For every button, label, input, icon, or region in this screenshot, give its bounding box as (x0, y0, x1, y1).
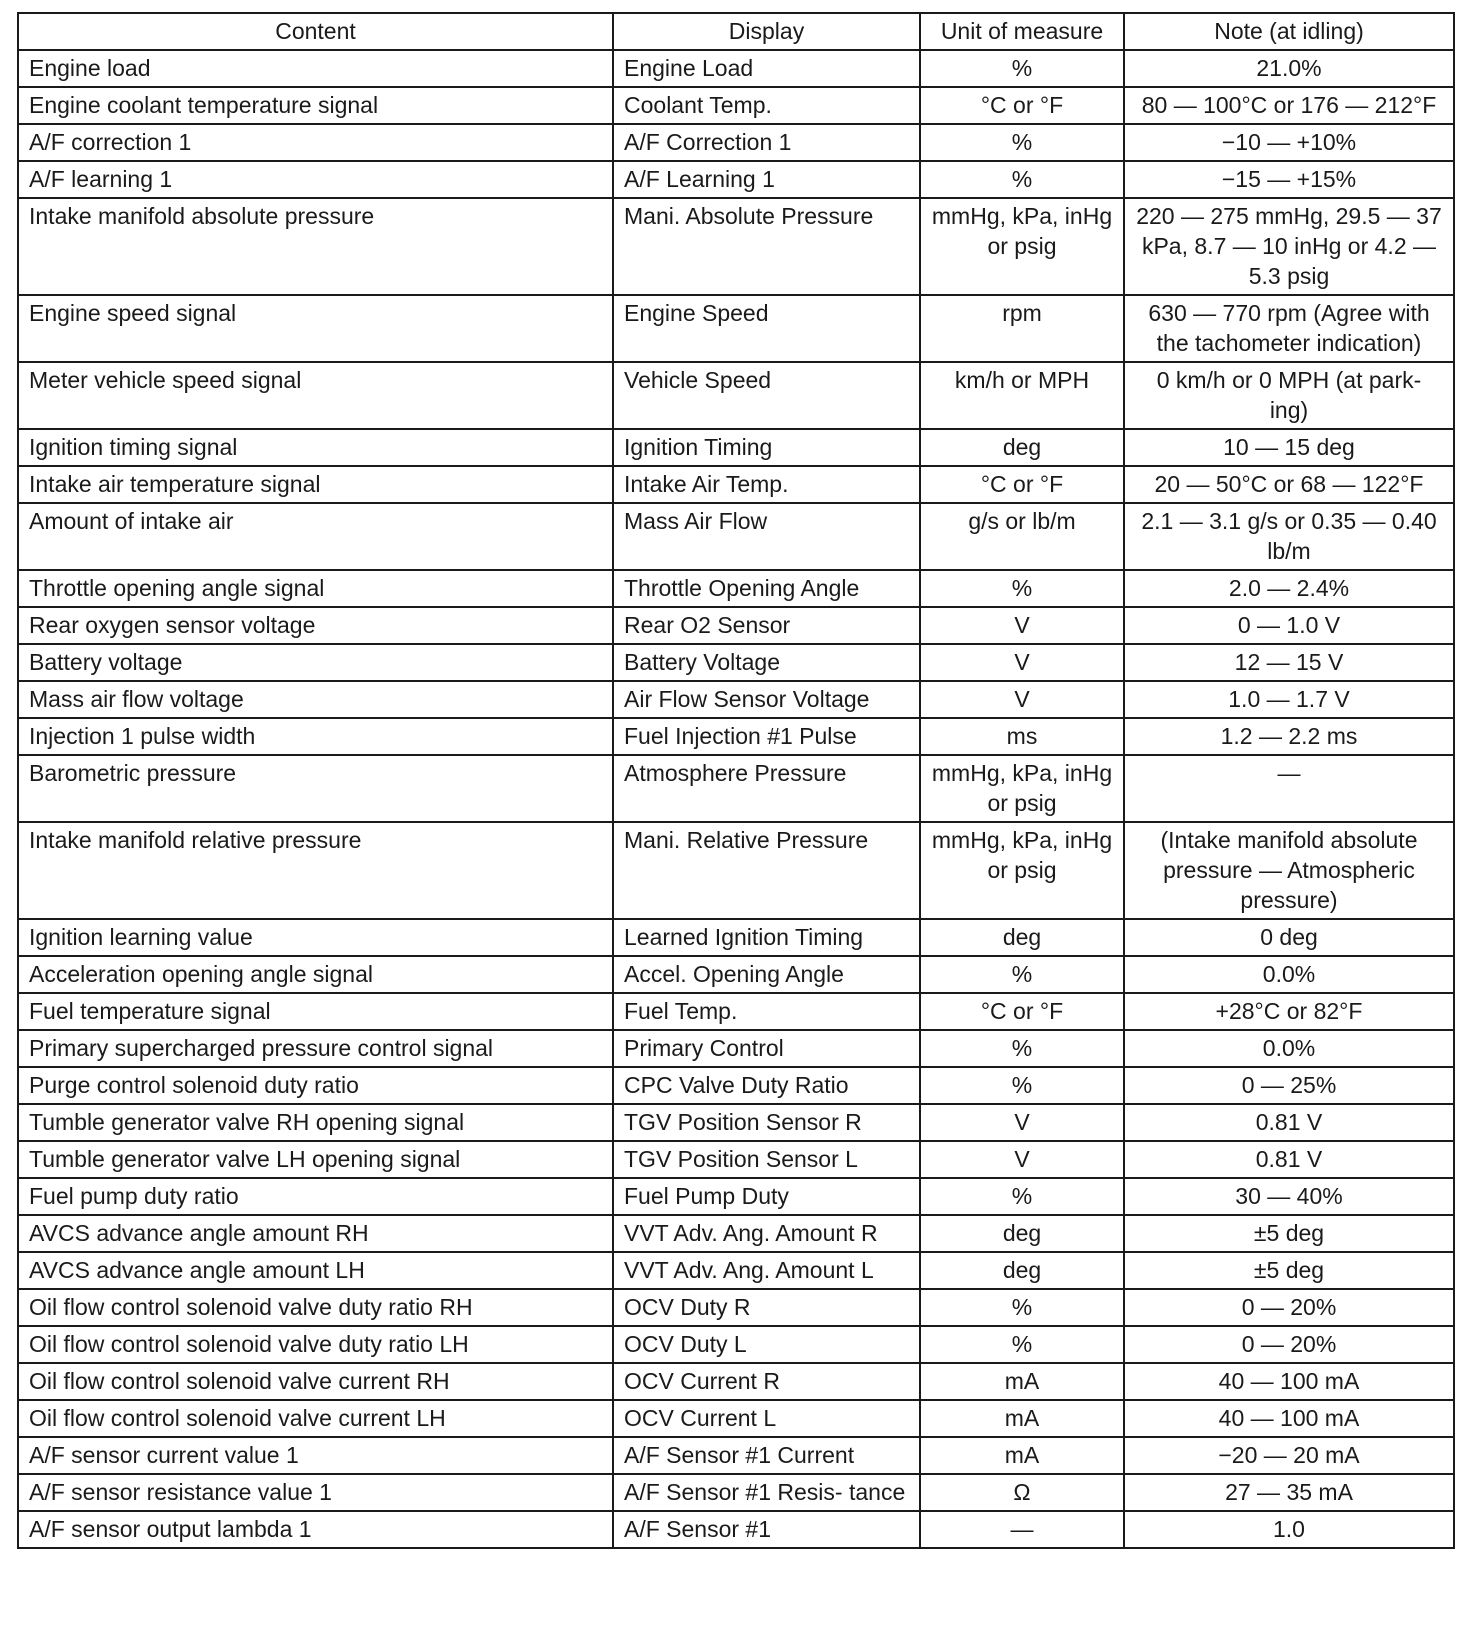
cell-unit: % (920, 1067, 1124, 1104)
cell-display: Vehicle Speed (613, 362, 920, 429)
table-row (18, 570, 1454, 607)
cell-display: Engine Load (613, 50, 920, 87)
cell-display: Intake Air Temp. (613, 466, 920, 503)
cell-unit: % (920, 956, 1124, 993)
cell-display: A/F Sensor #1 (613, 1511, 920, 1548)
cell-display: TGV Position Sensor L (613, 1141, 920, 1178)
cell-unit: % (920, 1289, 1124, 1326)
table-row (18, 644, 1454, 681)
table-row (18, 1178, 1454, 1215)
cell-content: A/F sensor current value 1 (18, 1437, 613, 1474)
cell-unit: deg (920, 429, 1124, 466)
cell-unit: deg (920, 1252, 1124, 1289)
cell-display: Accel. Opening Angle (613, 956, 920, 993)
cell-note: 630 — 770 rpm (Agree with the tachometer indication) (1124, 295, 1454, 362)
cell-unit: mA (920, 1437, 1124, 1474)
cell-unit: ms (920, 718, 1124, 755)
cell-note: 0 — 20% (1124, 1289, 1454, 1326)
cell-display: Engine Speed (613, 295, 920, 362)
cell-note: 30 — 40% (1124, 1178, 1454, 1215)
cell-unit: °C or °F (920, 87, 1124, 124)
table-header-row (18, 13, 1454, 50)
cell-content: Engine coolant temperature signal (18, 87, 613, 124)
cell-unit: °C or °F (920, 466, 1124, 503)
cell-note: −10 — +10% (1124, 124, 1454, 161)
cell-unit: rpm (920, 295, 1124, 362)
cell-note: 40 — 100 mA (1124, 1400, 1454, 1437)
table-row (18, 87, 1454, 124)
table-row (18, 1141, 1454, 1178)
cell-unit: % (920, 161, 1124, 198)
cell-unit: mA (920, 1363, 1124, 1400)
cell-content: A/F learning 1 (18, 161, 613, 198)
table-row (18, 503, 1454, 570)
cell-unit: V (920, 644, 1124, 681)
cell-content: Barometric pressure (18, 755, 613, 822)
cell-display: Ignition Timing (613, 429, 920, 466)
cell-unit: % (920, 1030, 1124, 1067)
cell-note: (Intake manifold absolute pressure — Atmospheric pressure) (1124, 822, 1454, 919)
cell-content: Oil flow control solenoid valve duty ratio RH (18, 1289, 613, 1326)
cell-content: AVCS advance angle amount LH (18, 1252, 613, 1289)
table-row (18, 1067, 1454, 1104)
cell-unit: mmHg, kPa, inHg or psig (920, 822, 1124, 919)
table-row (18, 295, 1454, 362)
table-row (18, 1474, 1454, 1511)
cell-unit: % (920, 1178, 1124, 1215)
cell-content: A/F correction 1 (18, 124, 613, 161)
cell-display: A/F Correction 1 (613, 124, 920, 161)
table-row (18, 718, 1454, 755)
cell-content: Amount of intake air (18, 503, 613, 570)
cell-note: ±5 deg (1124, 1252, 1454, 1289)
header-note: Note (at idling) (1124, 13, 1454, 50)
cell-display: Rear O2 Sensor (613, 607, 920, 644)
cell-note: 1.2 — 2.2 ms (1124, 718, 1454, 755)
cell-content: Fuel pump duty ratio (18, 1178, 613, 1215)
table-row (18, 993, 1454, 1030)
cell-note: ±5 deg (1124, 1215, 1454, 1252)
cell-note: 0 deg (1124, 919, 1454, 956)
cell-content: Meter vehicle speed signal (18, 362, 613, 429)
cell-content: Engine load (18, 50, 613, 87)
cell-note: 12 — 15 V (1124, 644, 1454, 681)
table-row (18, 956, 1454, 993)
table-row (18, 1437, 1454, 1474)
cell-note: 21.0% (1124, 50, 1454, 87)
table-row (18, 1511, 1454, 1548)
cell-display: Throttle Opening Angle (613, 570, 920, 607)
cell-content: Mass air flow voltage (18, 681, 613, 718)
table-row (18, 1326, 1454, 1363)
cell-content: Tumble generator valve LH opening signal (18, 1141, 613, 1178)
table-row (18, 822, 1454, 919)
table-row (18, 1215, 1454, 1252)
cell-unit: V (920, 1141, 1124, 1178)
cell-display: Battery Voltage (613, 644, 920, 681)
cell-content: Tumble generator valve RH opening signal (18, 1104, 613, 1141)
cell-display: Fuel Pump Duty (613, 1178, 920, 1215)
cell-display: OCV Current L (613, 1400, 920, 1437)
cell-display: Air Flow Sensor Voltage (613, 681, 920, 718)
cell-note: 20 — 50°C or 68 — 122°F (1124, 466, 1454, 503)
cell-unit: V (920, 1104, 1124, 1141)
header-display: Display (613, 13, 920, 50)
cell-display: OCV Duty L (613, 1326, 920, 1363)
cell-content: AVCS advance angle amount RH (18, 1215, 613, 1252)
cell-display: Mani. Absolute Pressure (613, 198, 920, 295)
cell-display: Mass Air Flow (613, 503, 920, 570)
cell-note: 2.1 — 3.1 g/s or 0.35 — 0.40 lb/m (1124, 503, 1454, 570)
cell-note: 0 — 1.0 V (1124, 607, 1454, 644)
cell-note: 0.0% (1124, 956, 1454, 993)
table-row (18, 681, 1454, 718)
table-row (18, 1104, 1454, 1141)
cell-content: A/F sensor resistance value 1 (18, 1474, 613, 1511)
cell-content: Oil flow control solenoid valve current RH (18, 1363, 613, 1400)
table-row (18, 466, 1454, 503)
cell-note: 1.0 (1124, 1511, 1454, 1548)
table-row (18, 161, 1454, 198)
cell-unit: deg (920, 919, 1124, 956)
cell-unit: % (920, 570, 1124, 607)
cell-note: 220 — 275 mmHg, 29.5 — 37 kPa, 8.7 — 10 inHg or 4.2 — 5.3 psig (1124, 198, 1454, 295)
cell-note: 40 — 100 mA (1124, 1363, 1454, 1400)
table-row (18, 198, 1454, 295)
cell-note: 27 — 35 mA (1124, 1474, 1454, 1511)
cell-display: CPC Valve Duty Ratio (613, 1067, 920, 1104)
cell-content: Ignition timing signal (18, 429, 613, 466)
cell-content: Battery voltage (18, 644, 613, 681)
cell-display: A/F Learning 1 (613, 161, 920, 198)
cell-unit: g/s or lb/m (920, 503, 1124, 570)
cell-content: Ignition learning value (18, 919, 613, 956)
cell-unit: V (920, 607, 1124, 644)
cell-unit: — (920, 1511, 1124, 1548)
cell-display: A/F Sensor #1 Current (613, 1437, 920, 1474)
cell-display: Fuel Temp. (613, 993, 920, 1030)
cell-display: VVT Adv. Ang. Amount R (613, 1215, 920, 1252)
cell-content: Fuel temperature signal (18, 993, 613, 1030)
cell-content: Acceleration opening angle signal (18, 956, 613, 993)
cell-content: Intake air temperature signal (18, 466, 613, 503)
cell-display: Learned Ignition Timing (613, 919, 920, 956)
table-row (18, 755, 1454, 822)
cell-note: 2.0 — 2.4% (1124, 570, 1454, 607)
cell-note: −15 — +15% (1124, 161, 1454, 198)
cell-display: VVT Adv. Ang. Amount L (613, 1252, 920, 1289)
table-row (18, 429, 1454, 466)
table-row (18, 1252, 1454, 1289)
cell-unit: mmHg, kPa, inHg or psig (920, 755, 1124, 822)
table-row (18, 1030, 1454, 1067)
cell-note: 80 — 100°C or 176 — 212°F (1124, 87, 1454, 124)
cell-note: −20 — 20 mA (1124, 1437, 1454, 1474)
cell-display: TGV Position Sensor R (613, 1104, 920, 1141)
table-row (18, 1400, 1454, 1437)
cell-note: 0 — 25% (1124, 1067, 1454, 1104)
cell-unit: % (920, 124, 1124, 161)
header-unit: Unit of measure (920, 13, 1124, 50)
cell-content: A/F sensor output lambda 1 (18, 1511, 613, 1548)
cell-display: Atmosphere Pressure (613, 755, 920, 822)
cell-unit: mA (920, 1400, 1124, 1437)
cell-note: 0 — 20% (1124, 1326, 1454, 1363)
cell-unit: deg (920, 1215, 1124, 1252)
table-row (18, 362, 1454, 429)
header-content: Content (18, 13, 613, 50)
spec-table-container (17, 12, 1453, 1549)
cell-display: Fuel Injection #1 Pulse (613, 718, 920, 755)
cell-note: 0.0% (1124, 1030, 1454, 1067)
cell-display: Mani. Relative Pressure (613, 822, 920, 919)
cell-unit: mmHg, kPa, inHg or psig (920, 198, 1124, 295)
cell-unit: % (920, 50, 1124, 87)
cell-content: Throttle opening angle signal (18, 570, 613, 607)
table-row (18, 919, 1454, 956)
cell-content: Oil flow control solenoid valve current LH (18, 1400, 613, 1437)
table-row (18, 124, 1454, 161)
table-body (18, 50, 1454, 1548)
cell-unit: °C or °F (920, 993, 1124, 1030)
cell-content: Intake manifold absolute pressure (18, 198, 613, 295)
table-row (18, 1289, 1454, 1326)
cell-content: Injection 1 pulse width (18, 718, 613, 755)
table-row (18, 50, 1454, 87)
cell-unit: % (920, 1326, 1124, 1363)
cell-display: A/F Sensor #1 Resis- tance (613, 1474, 920, 1511)
cell-display: OCV Duty R (613, 1289, 920, 1326)
cell-note: 10 — 15 deg (1124, 429, 1454, 466)
cell-display: Coolant Temp. (613, 87, 920, 124)
cell-content: Engine speed signal (18, 295, 613, 362)
cell-content: Rear oxygen sensor voltage (18, 607, 613, 644)
table-row (18, 607, 1454, 644)
cell-content: Primary supercharged pressure control signal (18, 1030, 613, 1067)
cell-display: OCV Current R (613, 1363, 920, 1400)
cell-note: 0 km/h or 0 MPH (at park- ing) (1124, 362, 1454, 429)
cell-note: 0.81 V (1124, 1104, 1454, 1141)
cell-content: Intake manifold relative pressure (18, 822, 613, 919)
cell-note: 0.81 V (1124, 1141, 1454, 1178)
cell-display: Primary Control (613, 1030, 920, 1067)
cell-note: — (1124, 755, 1454, 822)
cell-content: Oil flow control solenoid valve duty ratio LH (18, 1326, 613, 1363)
cell-unit: Ω (920, 1474, 1124, 1511)
cell-unit: V (920, 681, 1124, 718)
data-monitor-table (17, 12, 1455, 1549)
cell-note: +28°C or 82°F (1124, 993, 1454, 1030)
cell-note: 1.0 — 1.7 V (1124, 681, 1454, 718)
cell-unit: km/h or MPH (920, 362, 1124, 429)
cell-content: Purge control solenoid duty ratio (18, 1067, 613, 1104)
table-row (18, 1363, 1454, 1400)
